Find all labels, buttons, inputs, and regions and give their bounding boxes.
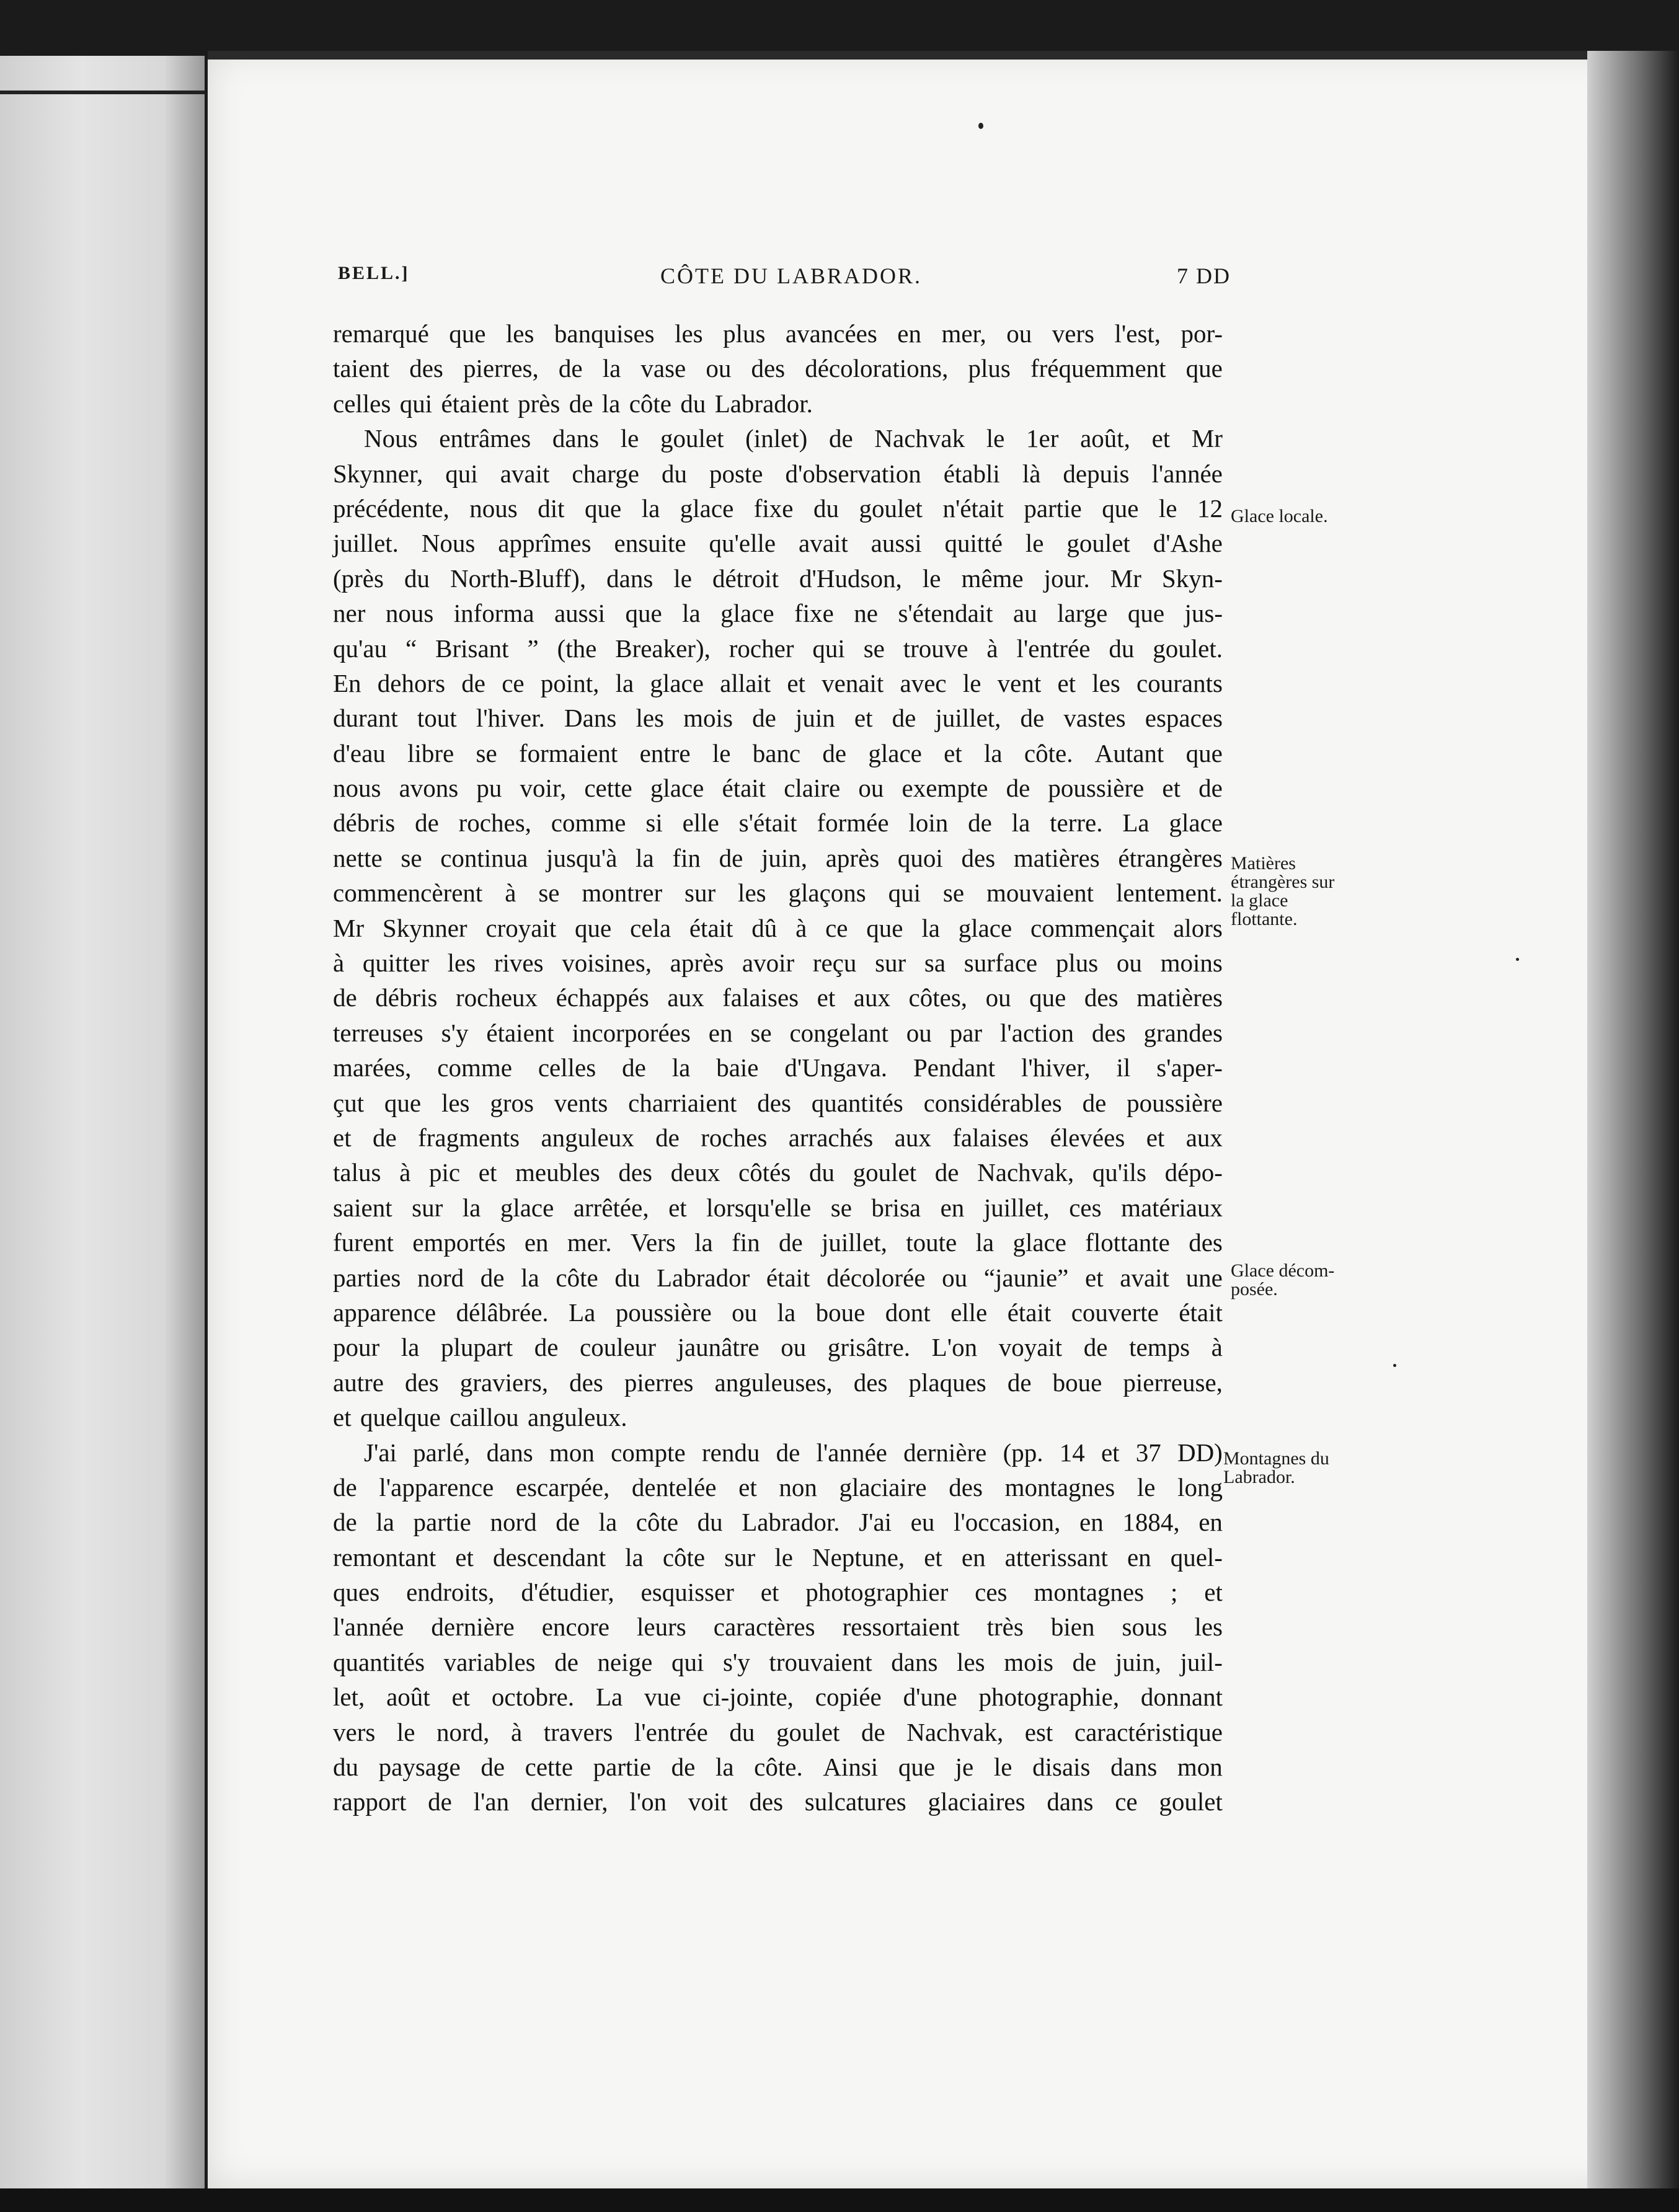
text-line: débris de roches, comme si elle s'était formée loin de la terre. La glace [333,808,1223,838]
text-line: du paysage de cette partie de la côte. Ainsi que je le disais dans mon [333,1753,1223,1782]
text-line: juillet. Nous apprîmes ensuite qu'elle avait aussi quitté le goulet d'Ashe [333,529,1223,558]
text-line: talus à pic et meubles des deux côtés du goulet de Nachvak, qu'ils dépo- [333,1158,1223,1187]
text-line: saient sur la glace arrêtée, et lorsqu'elle se brisa en juillet, ces matériaux [333,1193,1223,1222]
header-title: CÔTE DU LABRADOR. [660,263,923,288]
ink-speck [1516,958,1519,961]
text-line: durant tout l'hiver. Dans les mois de juin et de juillet, de vastes espaces [333,704,1223,733]
text-line: Skynner, qui avait charge du poste d'observation établi là depuis l'année [333,459,1223,488]
text-line: remontant et descendant la côte sur le Neptune, et en atterissant en quel- [333,1542,1223,1572]
left-page-rule [0,91,205,94]
text-line: Mr Skynner croyait que cela était dû à ce que la glace commençait alors [333,913,1223,942]
header-page-number: 7 DD [1177,263,1231,288]
margin-note-line: posée. [1231,1279,1278,1299]
text-line: à quitter les rives voisines, après avoir reçu sur sa surface plus ou moins [333,949,1223,978]
margin-note-line: Glace locale. [1231,506,1328,526]
margin-note-glace-locale [1231,507,1328,526]
header-author: BELL.] [338,263,410,283]
right-page-edge [1587,51,1679,2190]
text-line: celles qui étaient près de la côte du Labrador. [333,389,813,418]
margin-note-line: la glace [1231,890,1288,911]
text-line: apparence délâbrée. La poussière ou la boue dont elle était couverte était [333,1298,1223,1327]
text-line: et quelque caillou anguleux. [333,1403,627,1432]
margin-note-line: Labrador. [1223,1467,1295,1487]
text-line: quantités variables de neige qui s'y trouvaient dans les mois de juin, juil- [333,1647,1223,1676]
margin-note-line: Glace décom- [1231,1260,1335,1281]
margin-note-line: Matières [1231,853,1296,874]
text-line: autre des graviers, des pierres anguleuses, des plaques de boue pierreuse, [333,1368,1223,1397]
margin-note-glace-decomposee [1231,1262,1334,1299]
body-text [333,316,1223,1820]
margin-note-line: flottante. [1231,909,1298,929]
text-line: terreuses s'y étaient incorporées en se congelant ou par l'action des grandes [333,1018,1223,1047]
text-line: çut que les gros vents charriaient des quantités considérables de poussière [333,1088,1223,1117]
margin-note-matieres [1231,854,1334,929]
text-line: rapport de l'an dernier, l'on voit des sulcatures glaciaires dans ce goulet [333,1787,1223,1816]
text-line: furent emportés en mer. Vers la fin de juillet, toute la glace flottante des [333,1228,1223,1257]
text-line: nette se continua jusqu'à la fin de juin, après quoi des matières étrangères [333,843,1223,872]
text-line: précédente, nous dit que la glace fixe du goulet n'était partie que le 12 [333,493,1223,523]
text-line: de l'apparence escarpée, dentelée et non glaciaire des montagnes le long [333,1472,1223,1502]
margin-note-montagnes [1223,1449,1329,1487]
text-line: Nous entrâmes dans le goulet (inlet) de Nachvak le 1er août, et Mr [364,424,1223,453]
text-line: pour la plupart de couleur jaunâtre ou grisâtre. L'on voyait de temps à [333,1333,1223,1362]
text-line: remarqué que les banquises les plus avancées en mer, ou vers l'est, por- [333,319,1223,348]
text-line: taient des pierres, de la vase ou des décolorations, plus fréquemment que [333,354,1223,383]
text-line: parties nord de la côte du Labrador était décolorée ou “jaunie” et avait une [333,1263,1223,1292]
text-line: J'ai parlé, dans mon compte rendu de l'année dernière (pp. 14 et 37 DD) [364,1438,1223,1467]
running-header [338,263,1231,300]
text-line: de débris rocheux échappés aux falaises et aux côtes, ou que des matières [333,983,1223,1012]
text-line: de la partie nord de la côte du Labrador. J'ai eu l'occasion, en 1884, en [333,1508,1223,1537]
text-line: l'année dernière encore leurs caractères ressortaient très bien sous les [333,1613,1223,1642]
ink-speck [1393,1364,1396,1367]
left-page-edge [0,56,205,2188]
text-line: commencèrent à se montrer sur les glaçons qui se mouvaient lentement. [333,878,1223,908]
page-top-border [208,51,1624,60]
text-line: d'eau libre se formaient entre le banc de glace et la côte. Autant que [333,738,1223,768]
bottom-edge [0,2188,1679,2212]
text-line: ques endroits, d'étudier, esquisser et photographier ces montagnes ; et [333,1578,1223,1607]
text-line: En dehors de ce point, la glace allait et venait avec le vent et les courants [333,668,1223,697]
text-line: nous avons pu voir, cette glace était claire ou exempte de poussière et de [333,774,1223,803]
text-line: let, août et octobre. La vue ci-jointe, copiée d'une photographie, donnant [333,1683,1223,1712]
text-line: vers le nord, à travers l'entrée du goulet de Nachvak, est caractéristique [333,1717,1223,1746]
text-line: et de fragments anguleux de roches arrachés aux falaises élevées et aux [333,1123,1223,1152]
text-line: ner nous informa aussi que la glace fixe ne s'étendait au large que jus- [333,599,1223,628]
text-line: (près du North-Bluff), dans le détroit d'Hudson, le même jour. Mr Skyn- [333,564,1223,593]
margin-note-line: étrangères sur [1231,872,1335,892]
margin-note-line: Montagnes du [1223,1448,1329,1469]
text-line: marées, comme celles de la baie d'Ungava. Pendant l'hiver, il s'aper- [333,1053,1223,1082]
text-line: qu'au “ Brisant ” (the Breaker), rocher qui se trouve à l'entrée du goulet. [333,634,1223,663]
ink-speck [978,123,983,129]
